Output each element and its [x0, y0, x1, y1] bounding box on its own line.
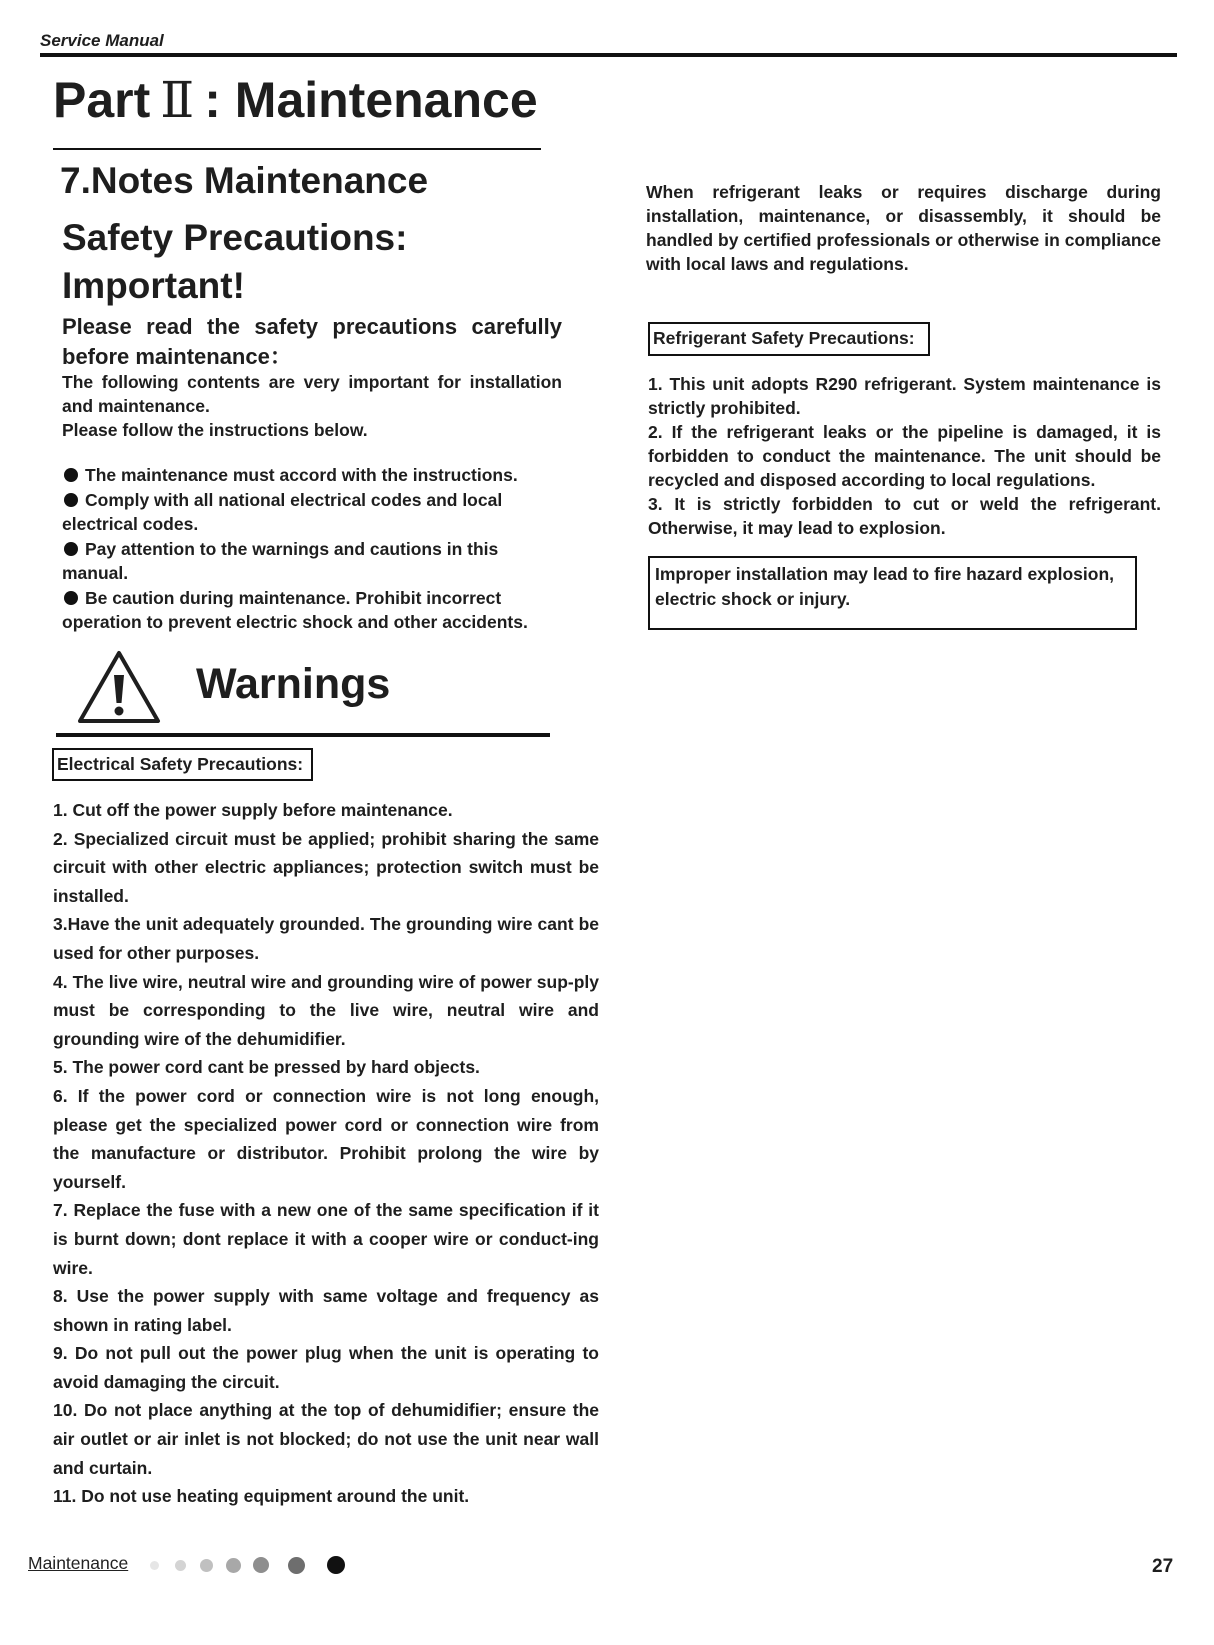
safety-heading: Safety Precautions:	[62, 217, 408, 258]
progress-dot	[226, 1558, 241, 1573]
list-item: 10. Do not place anything at the top of dehumidifier; ensure the air outlet or air inlet is not blocked; do not use the unit near wall and curtain.	[53, 1400, 599, 1478]
list-item: 9. Do not pull out the power plug when the unit is operating to avoid damaging the circuit.	[53, 1343, 599, 1392]
bullet-icon	[64, 468, 78, 482]
intro-paragraph: Please follow the instructions below.	[62, 420, 368, 440]
progress-dot	[253, 1557, 269, 1573]
list-item: 11. Do not use heating equipment around the unit.	[53, 1486, 470, 1507]
list-item: 7. Replace the fuse with a new one of the same specification if it is burnt down; dont replace it with a cooper wire or conduct-ing wire.	[53, 1200, 599, 1278]
bullet-item	[62, 488, 562, 536]
notice-box: Improper installation may lead to fire hazard explosion, electric shock or injury.	[648, 556, 1137, 630]
part-title	[53, 71, 538, 129]
warnings-title: Warnings	[196, 660, 391, 708]
header-title: Service Manual	[40, 31, 164, 50]
bullet-icon	[64, 591, 78, 605]
warning-triangle-icon	[76, 648, 162, 726]
footer-section-link[interactable]: Maintenance	[28, 1553, 129, 1573]
part-suffix: : Maintenance	[204, 72, 538, 128]
list-item: 2. If the refrigerant leaks or the pipeline is damaged, it is forbidden to conduct the maintenance. The unit should be recycled and disposed according to local regulations.	[648, 422, 1161, 490]
bullet-item	[62, 463, 562, 487]
progress-dot-active	[327, 1556, 345, 1574]
part-title-rule	[53, 148, 541, 150]
section-title: 7.Notes Maintenance	[60, 160, 429, 201]
progress-dot	[175, 1560, 186, 1571]
list-item: 4. The live wire, neutral wire and grounding wire of power sup-ply must be corresponding to the live wire, neutral wire and grounding wire of the dehumidifier.	[53, 971, 599, 1049]
bullet-text: Be caution during maintenance. Prohibit incorrect operation to prevent electric shock and other accidents.	[62, 588, 528, 632]
list-item: 6. If the power cord or connection wire is not long enough, please get the specialized power cord or connection wire from the manufacture or distributor. Prohibit prolong the wire by yourself.	[53, 1085, 599, 1192]
list-item: 3. It is strictly forbidden to cut or weld the refrigerant. Otherwise, it may lead to explosion.	[648, 494, 1161, 538]
read-carefully-line1: Please read the safety precautions carefully	[62, 314, 562, 339]
page-number: 27	[1152, 1556, 1174, 1577]
safety-intro	[62, 370, 562, 442]
progress-dot	[288, 1557, 305, 1574]
list-item: 5. The power cord cant be pressed by hard objects.	[53, 1057, 480, 1078]
bullet-item	[62, 537, 562, 585]
bullet-item	[62, 586, 562, 634]
list-item: 1. Cut off the power supply before maintenance.	[53, 800, 453, 820]
bullet-icon	[64, 493, 78, 507]
refrigerant-heading: Refrigerant Safety Precautions:	[648, 322, 930, 356]
part-numeral: Ⅱ	[160, 71, 195, 129]
list-item: 3.Have the unit adequately grounded. The grounding wire cant be used for other purposes.	[53, 914, 599, 963]
progress-dot	[150, 1561, 159, 1570]
read-carefully-line2: before maintenance：	[62, 344, 292, 369]
safety-bullet-list	[62, 463, 562, 634]
list-item: 8. Use the power supply with same voltage and frequency as shown in rating label.	[53, 1286, 599, 1335]
important-heading: Important!	[62, 265, 245, 306]
header-rule	[40, 53, 1177, 57]
refrigerant-list	[648, 372, 1161, 540]
progress-dot	[200, 1559, 213, 1572]
electrical-list	[53, 796, 599, 1511]
bullet-icon	[64, 542, 78, 556]
part-prefix: Part	[53, 72, 151, 128]
intro-paragraph: The following contents are very important for installation and maintenance.	[62, 372, 562, 416]
bullet-text: Pay attention to the warnings and cautions in this manual.	[62, 539, 499, 583]
bullet-text: The maintenance must accord with the instructions.	[85, 465, 518, 485]
warnings-rule	[56, 733, 550, 737]
list-item: 2. Specialized circuit must be applied; prohibit sharing the same circuit with other electric appliances; protection switch must be installed.	[53, 828, 599, 906]
electrical-heading: Electrical Safety Precautions:	[52, 748, 313, 781]
refrigerant-intro: When refrigerant leaks or requires discharge during installation, maintenance, or disassembly, it should be handled by certified professionals or otherwise in compliance with local laws and regulations.	[646, 182, 1161, 274]
bullet-text: Comply with all national electrical codes and local electrical codes.	[62, 490, 503, 534]
list-item: 1. This unit adopts R290 refrigerant. System maintenance is strictly prohibited.	[648, 374, 1161, 418]
